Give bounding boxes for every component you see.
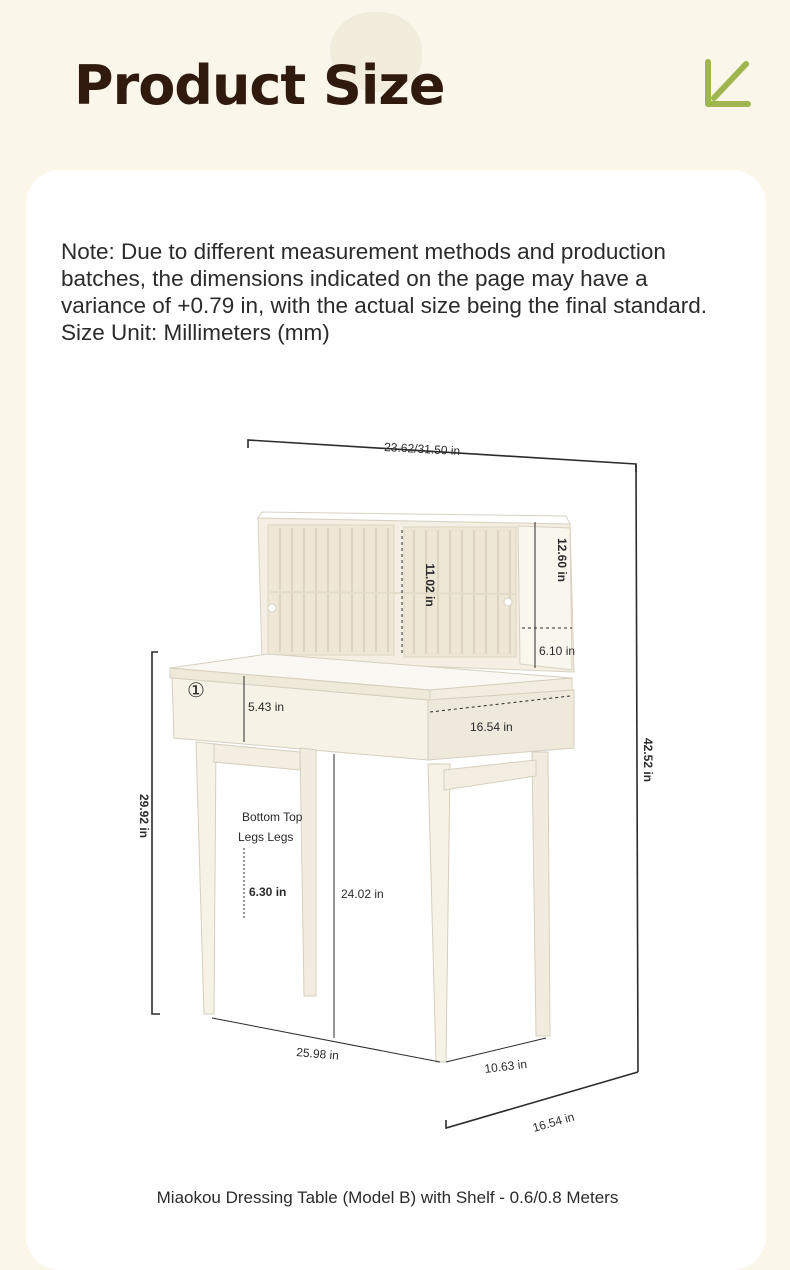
- leg-height-label: 24.02 in: [341, 887, 384, 901]
- leg-spread-label: 6.30 in: [249, 885, 287, 899]
- shelf-inner-height-label: 11.02 in: [423, 563, 437, 607]
- drawer-width-label: 16.54 in: [470, 720, 513, 734]
- shelf-base-gap-label: 6.10 in: [539, 644, 576, 658]
- leg-depth-span-label: 10.63 in: [483, 1056, 528, 1076]
- dressing-table-illustration: [170, 512, 574, 1062]
- leg-label-line2: Legs Legs: [238, 830, 294, 844]
- page-title: Product Size: [74, 54, 445, 117]
- drawer-height-label: 5.43 in: [248, 700, 285, 714]
- leg-label-line1: Bottom Top: [242, 810, 303, 824]
- overall-depth-label: 16.54 in: [530, 1109, 576, 1135]
- table-height-label: 29.92 in: [137, 793, 151, 839]
- overall-width-label: 23.62/31.50 in: [383, 440, 461, 458]
- overall-height-label: 42.52 in: [641, 737, 655, 783]
- size-note: Note: Due to different measurement methods and production batches, the dimensions indicated on the page may have a variance of +0.79 in, with the actual size being the final standard. Size Unit: Millimeters (mm): [61, 239, 708, 345]
- drawer-number-marker: ①: [187, 678, 205, 702]
- leg-width-span-label: 25.98 in: [295, 1045, 340, 1063]
- product-caption: Miaokou Dressing Table (Model B) with Shelf - 0.6/0.8 Meters: [156, 1188, 619, 1207]
- shelf-height-label: 12.60 in: [555, 537, 569, 583]
